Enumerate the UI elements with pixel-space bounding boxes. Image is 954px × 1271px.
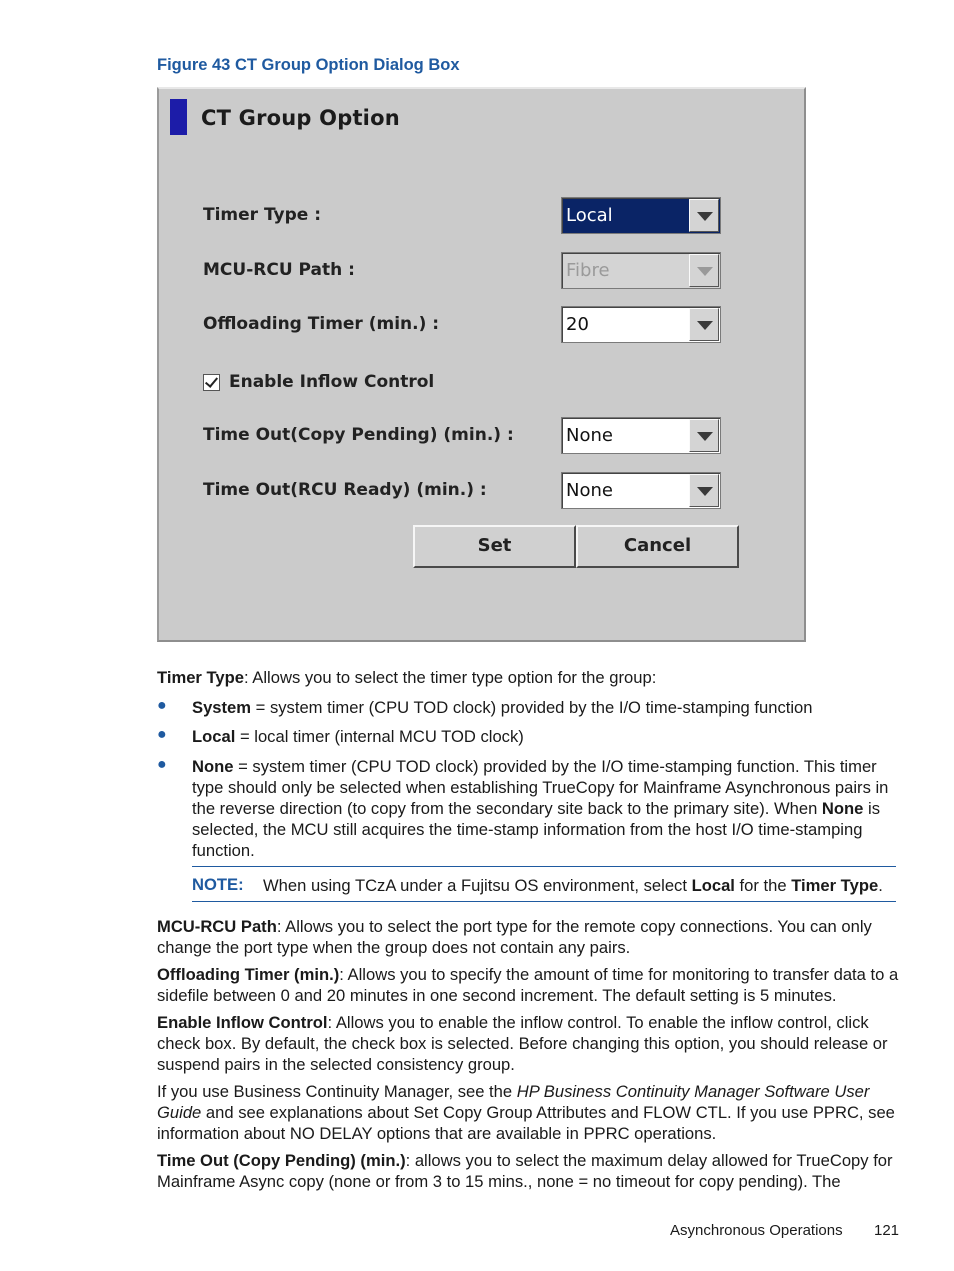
description: = system timer (CPU TOD clock) provided by the I/O time-stamping function. This timer type should only be selected when establishing TrueCopy for Mainframe Asynchronous pairs in the reverse direction (to copy from the secondary site back to the primary site). When	[192, 757, 889, 818]
cancel-button[interactable]: Cancel	[576, 525, 739, 568]
description: : Allows you to enable the inflow control. To enable the inflow control, click check box. By default, the check box is selected. Before changing this option, you should release or suspend pairs in the selected consistency group.	[157, 1013, 888, 1074]
description: : Allows you to select the timer type option for the group:	[244, 668, 657, 687]
dialog-title: CT Group Option	[201, 106, 400, 130]
timeout-rcu-ready-label: Time Out(RCU Ready) (min.) :	[203, 480, 487, 500]
term: Time Out (Copy Pending) (min.)	[157, 1151, 406, 1170]
bullet-icon: ●	[157, 726, 167, 743]
description: = local timer (internal MCU TOD clock)	[235, 727, 524, 746]
offloading-timer-value: 20	[566, 314, 589, 335]
bcm-paragraph	[157, 1081, 899, 1144]
note-rule-bottom	[192, 901, 896, 902]
mcu-rcu-path-select	[561, 252, 721, 289]
note-text	[263, 875, 903, 896]
inflow-control-label: Enable Inflow Control	[229, 372, 435, 392]
note-text-part: .	[878, 876, 883, 895]
description: is selected, the MCU still acquires the time-stamp information from the host I/O time-stamping function.	[192, 799, 880, 860]
offloading-timer-label: Offloading Timer (min.) :	[203, 314, 440, 334]
timer-type-label: Timer Type :	[203, 205, 322, 225]
list-item	[192, 697, 900, 718]
timer-type-value: Local	[566, 205, 613, 226]
mcu-rcu-path-value: Fibre	[566, 260, 610, 281]
figure-caption: Figure 43 CT Group Option Dialog Box	[157, 56, 460, 74]
bullet-icon: ●	[157, 756, 167, 773]
note-bold: Timer Type	[791, 876, 879, 895]
bullet-icon: ●	[157, 697, 167, 714]
timeout-copy-pending-label: Time Out(Copy Pending) (min.) :	[203, 425, 514, 445]
ct-group-option-dialog	[157, 87, 806, 642]
note-label: NOTE:	[192, 875, 244, 894]
description: : Allows you to select the port type for the remote copy connections. You can only change the port type when the group does not contain any pairs.	[157, 917, 872, 957]
term: Timer Type	[157, 668, 244, 687]
timeout-rcu-ready-select[interactable]	[561, 472, 721, 509]
term: Enable Inflow Control	[157, 1013, 328, 1032]
description: : allows you to select the maximum delay allowed for TrueCopy for Mainframe Async copy (none or from 3 to 15 mins., none = no timeout for copy pending). The	[157, 1151, 893, 1191]
note-rule-top	[192, 866, 896, 867]
guide-title: HP Business Continuity Manager Software User Guide	[157, 1082, 870, 1122]
chevron-down-icon[interactable]	[689, 419, 719, 452]
timeout-paragraph	[157, 1150, 899, 1192]
mcu-rcu-path-label: MCU-RCU Path :	[203, 260, 355, 280]
title-marker-icon	[170, 99, 187, 135]
text: and see explanations about Set Copy Group Attributes and FLOW CTL. If you use PPRC, see information about NO DELAY options that are available in PPRC operations.	[157, 1103, 895, 1143]
chevron-down-icon	[689, 254, 719, 287]
term: Offloading Timer (min.)	[157, 965, 340, 984]
chevron-down-icon[interactable]	[689, 308, 719, 341]
inflow-control-checkbox[interactable]	[203, 374, 220, 391]
term: MCU-RCU Path	[157, 917, 277, 936]
timeout-copy-pending-value: None	[566, 425, 613, 446]
mcu-rcu-paragraph	[157, 916, 899, 958]
timeout-copy-pending-select[interactable]	[561, 417, 721, 454]
term: None	[821, 799, 864, 818]
note-bold: Local	[691, 876, 735, 895]
set-button[interactable]: Set	[413, 525, 576, 568]
list-item	[192, 726, 900, 747]
chevron-down-icon[interactable]	[689, 474, 719, 507]
note-text-part: When using TCzA under a Fujitsu OS environment, select	[263, 876, 692, 895]
term: System	[192, 698, 252, 717]
page-number: 121	[874, 1222, 900, 1239]
description: : Allows you to specify the amount of time for monitoring to transfer data to a sidefile between 0 and 20 minutes in one second increment. The default setting is 5 minutes.	[157, 965, 899, 1005]
description: = system timer (CPU TOD clock) provided by the I/O time-stamping function	[251, 698, 813, 717]
chevron-down-icon[interactable]	[689, 199, 719, 232]
timer-type-paragraph	[157, 667, 899, 688]
term: Local	[192, 727, 236, 746]
term: None	[192, 757, 234, 776]
timeout-rcu-ready-value: None	[566, 480, 613, 501]
timer-type-select[interactable]	[561, 197, 721, 234]
offloading-timer-select[interactable]	[561, 306, 721, 343]
note-text-part: for the	[734, 876, 792, 895]
footer-section: Asynchronous Operations	[670, 1222, 843, 1239]
text: If you use Business Continuity Manager, see the	[157, 1082, 517, 1101]
offloading-paragraph	[157, 964, 899, 1006]
list-item	[192, 756, 900, 861]
inflow-paragraph	[157, 1012, 899, 1075]
